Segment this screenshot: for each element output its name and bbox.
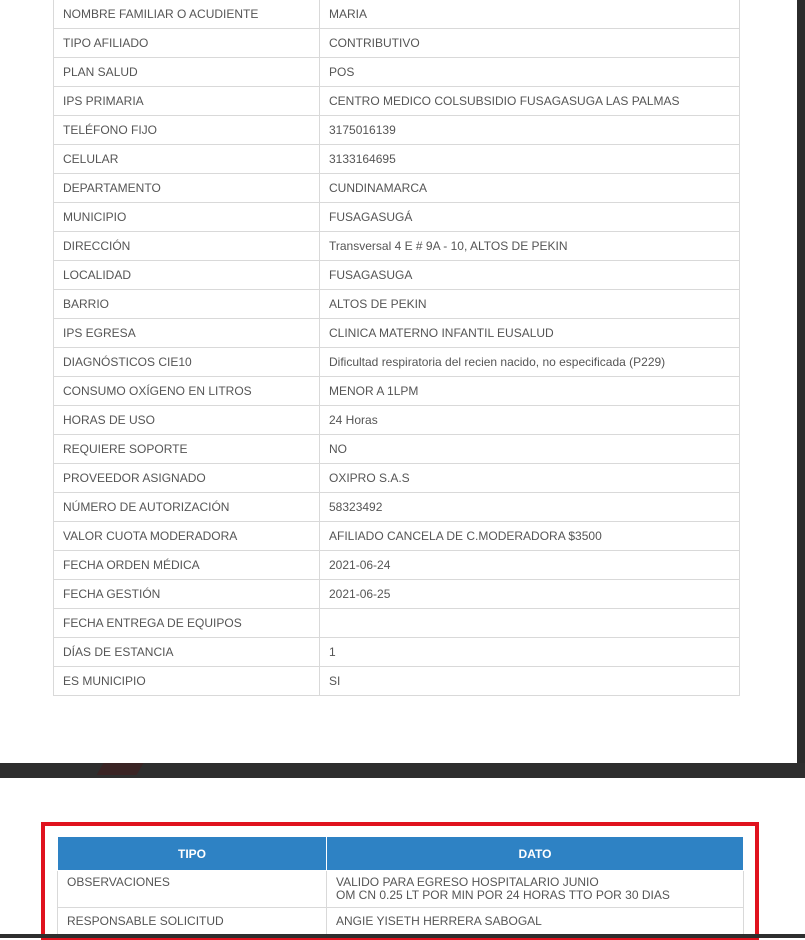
info-value: POS xyxy=(320,58,740,87)
info-row xyxy=(54,58,740,87)
info-row xyxy=(54,638,740,667)
info-label: HORAS DE USO xyxy=(54,406,320,435)
info-label: MUNICIPIO xyxy=(54,203,320,232)
info-row xyxy=(54,667,740,696)
info-row xyxy=(54,464,740,493)
info-row xyxy=(54,261,740,290)
info-label: PROVEEDOR ASIGNADO xyxy=(54,464,320,493)
info-label: FECHA ORDEN MÉDICA xyxy=(54,551,320,580)
info-row xyxy=(54,0,740,29)
info-label: CELULAR xyxy=(54,145,320,174)
info-value: Dificultad respiratoria del recien nacido, no especificada (P229) xyxy=(320,348,740,377)
info-label: LOCALIDAD xyxy=(54,261,320,290)
info-row xyxy=(54,435,740,464)
info-row xyxy=(54,493,740,522)
info-label: TIPO AFILIADO xyxy=(54,29,320,58)
info-row xyxy=(54,609,740,638)
info-value: MENOR A 1LPM xyxy=(320,377,740,406)
info-label: PLAN SALUD xyxy=(54,58,320,87)
info-value: CONTRIBUTIVO xyxy=(320,29,740,58)
info-value: FUSAGASUGA xyxy=(320,261,740,290)
info-row xyxy=(54,29,740,58)
info-label: NÚMERO DE AUTORIZACIÓN xyxy=(54,493,320,522)
info-label: CONSUMO OXÍGENO EN LITROS xyxy=(54,377,320,406)
observations-header-row xyxy=(58,837,744,871)
highlighted-observations-box xyxy=(41,822,759,940)
observaciones-line-1: VALIDO PARA EGRESO HOSPITALARIO JUNIO xyxy=(336,875,599,889)
observaciones-line-2: OM CN 0.25 LT POR MIN POR 24 HORAS TTO POR 30 DIAS xyxy=(336,888,670,902)
info-label: ES MUNICIPIO xyxy=(54,667,320,696)
info-row xyxy=(54,145,740,174)
info-value: 3175016139 xyxy=(320,116,740,145)
info-value: NO xyxy=(320,435,740,464)
info-label: DÍAS DE ESTANCIA xyxy=(54,638,320,667)
info-label: TELÉFONO FIJO xyxy=(54,116,320,145)
info-label: NOMBRE FAMILIAR O ACUDIENTE xyxy=(54,0,320,29)
observaciones-value xyxy=(327,871,744,908)
info-value: MARIA xyxy=(320,0,740,29)
bottom-dark-line xyxy=(0,934,805,938)
info-row xyxy=(54,522,740,551)
info-row xyxy=(54,87,740,116)
patient-info-table xyxy=(53,0,740,696)
right-dark-edge xyxy=(797,0,805,778)
info-row xyxy=(54,348,740,377)
info-value: 1 xyxy=(320,638,740,667)
info-value: SI xyxy=(320,667,740,696)
info-value: 58323492 xyxy=(320,493,740,522)
info-value: 2021-06-24 xyxy=(320,551,740,580)
responsable-value: ANGIE YISETH HERRERA SABOGAL xyxy=(327,908,744,936)
header-dato: DATO xyxy=(327,837,744,871)
info-label: BARRIO xyxy=(54,290,320,319)
info-row xyxy=(54,203,740,232)
info-value: ALTOS DE PEKIN xyxy=(320,290,740,319)
responsable-label: RESPONSABLE SOLICITUD xyxy=(58,908,327,936)
observaciones-row xyxy=(58,871,744,908)
info-label: REQUIERE SOPORTE xyxy=(54,435,320,464)
info-label: DEPARTAMENTO xyxy=(54,174,320,203)
info-row xyxy=(54,406,740,435)
info-value: OXIPRO S.A.S xyxy=(320,464,740,493)
info-label: IPS PRIMARIA xyxy=(54,87,320,116)
info-value: CENTRO MEDICO COLSUBSIDIO FUSAGASUGA LAS PALMAS xyxy=(320,87,740,116)
info-label: FECHA GESTIÓN xyxy=(54,580,320,609)
responsable-row xyxy=(58,908,744,936)
info-row xyxy=(54,232,740,261)
header-tipo: TIPO xyxy=(58,837,327,871)
info-row xyxy=(54,551,740,580)
observations-table xyxy=(57,836,744,936)
info-label: DIRECCIÓN xyxy=(54,232,320,261)
info-value: CUNDINAMARCA xyxy=(320,174,740,203)
info-row xyxy=(54,290,740,319)
info-row xyxy=(54,319,740,348)
info-value: FUSAGASUGÁ xyxy=(320,203,740,232)
info-value: Transversal 4 E # 9A - 10, ALTOS DE PEKIN xyxy=(320,232,740,261)
info-row xyxy=(54,580,740,609)
info-row xyxy=(54,116,740,145)
info-label: FECHA ENTREGA DE EQUIPOS xyxy=(54,609,320,638)
info-value: AFILIADO CANCELA DE C.MODERADORA $3500 xyxy=(320,522,740,551)
info-label: IPS EGRESA xyxy=(54,319,320,348)
info-value: CLINICA MATERNO INFANTIL EUSALUD xyxy=(320,319,740,348)
info-row xyxy=(54,174,740,203)
info-label: VALOR CUOTA MODERADORA xyxy=(54,522,320,551)
info-row xyxy=(54,377,740,406)
info-label: DIAGNÓSTICOS CIE10 xyxy=(54,348,320,377)
info-value: 3133164695 xyxy=(320,145,740,174)
divider-accent xyxy=(97,763,144,775)
observaciones-label: OBSERVACIONES xyxy=(58,871,327,908)
info-value xyxy=(320,609,740,638)
info-value: 24 Horas xyxy=(320,406,740,435)
info-value: 2021-06-25 xyxy=(320,580,740,609)
